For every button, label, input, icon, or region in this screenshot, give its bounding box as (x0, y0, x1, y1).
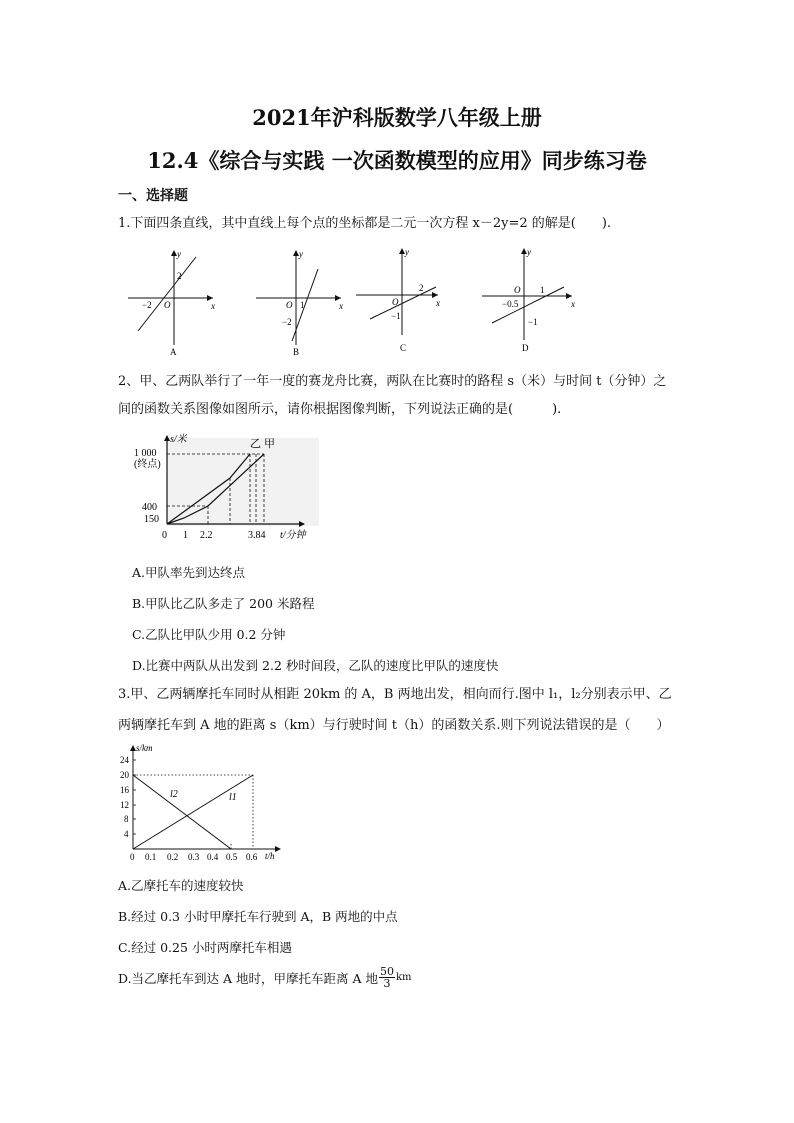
fraction-denominator: 3 (383, 977, 391, 990)
q3-chart (118, 742, 286, 867)
y-tick: 12 (120, 800, 129, 810)
q3-line-l1 (133, 775, 253, 849)
y-axis-label: y (405, 247, 409, 257)
origin-label: O (164, 300, 171, 310)
mark-label: −0.5 (502, 299, 519, 309)
q1-graph-a (128, 249, 215, 357)
mark-label: −2 (282, 317, 292, 327)
y-tick: 8 (124, 814, 129, 824)
x-tick-2.2: 2.2 (200, 530, 213, 541)
q1-graphs (118, 245, 598, 360)
x-axis-label: t/分钟 (280, 530, 306, 541)
q1-graph-c (356, 247, 440, 353)
y-tick-400: 400 (142, 502, 157, 513)
x-tick-3.84: 3.84 (248, 530, 266, 541)
y-axis-label: y (177, 249, 181, 259)
q3-option-d[interactable] (118, 966, 412, 989)
q2-option-a[interactable]: A.甲队率先到达终点 (132, 565, 246, 580)
y-tick: 20 (120, 770, 129, 780)
x-tick-1: 1 (183, 530, 188, 541)
x-tick: 0.5 (226, 852, 238, 862)
origin-label: O (286, 300, 293, 310)
q3-line-l2 (133, 775, 231, 849)
q3-stem-line1: 3.甲、乙两辆摩托车同时从相距 20km 的 A，B 两地出发，相向而行.图中 l₁，l₂分别表示甲、乙 (118, 687, 672, 702)
fraction-numerator: 50 (380, 965, 394, 978)
x-axis-label: x (211, 301, 215, 311)
q1-c-line (370, 287, 436, 319)
mark-label: 2 (177, 271, 182, 281)
line-label-l2: l2 (170, 789, 178, 800)
y-tick: 4 (124, 829, 129, 839)
graph-letter: A (170, 347, 177, 357)
series-label-jia: 甲 (264, 438, 275, 450)
y-tick-1000: 1 000 (134, 448, 157, 459)
y-tick-150: 150 (144, 514, 159, 525)
q3-option-c[interactable]: C.经过 0.25 小时两摩托车相遇 (118, 940, 292, 955)
x-tick: 0.2 (167, 852, 179, 862)
x-tick: 0.4 (207, 852, 219, 862)
x-tick: 0.1 (145, 852, 157, 862)
y-axis-label: s/米 (170, 434, 187, 445)
line-label-l1: l1 (229, 792, 237, 803)
end-label: (终点) (134, 459, 161, 470)
origin-label: O (514, 285, 521, 295)
q2-chart (132, 432, 322, 544)
x-tick-0: 0 (162, 530, 167, 541)
y-axis-label: y (527, 247, 531, 257)
q3-stem-line2: 两辆摩托车到 A 地的距离 s（km）与行驶时间 t（h）的函数关系.则下列说法错误的是（ ） (118, 718, 670, 733)
q3-option-b[interactable]: B.经过 0.3 小时甲摩托车行驶到 A，B 两地的中点 (118, 909, 398, 924)
unit-label: km (396, 972, 412, 983)
fraction (379, 966, 395, 989)
q2-option-d[interactable]: D.比赛中两队从出发到 2.2 秒时间段，乙队的速度比甲队的速度快 (132, 658, 499, 673)
x-axis-label: x (339, 301, 343, 311)
y-axis-label: s/km (136, 743, 153, 753)
graph-letter: B (293, 347, 300, 357)
q1-graph-b (256, 249, 343, 357)
q1-a-line (138, 257, 196, 331)
q2-option-c[interactable]: C.乙队比甲队少用 0.2 分钟 (132, 627, 286, 642)
q2-stem-line2: 间的函数关系图像如图所示，请你根据图像判断，下列说法正确的是( ). (118, 402, 562, 417)
q2-stem-line1: 2、甲、乙两队举行了一年一度的赛龙舟比赛，两队在比赛时的路程 s（米）与时间 t（分钟）之 (118, 374, 667, 389)
mark-label: 2 (419, 283, 424, 293)
mark-label: 1 (300, 300, 305, 310)
x-tick: 0.6 (246, 852, 258, 862)
mark-label: −1 (391, 311, 401, 321)
mark-label: 1 (540, 285, 545, 295)
q2-option-b[interactable]: B.甲队比乙队多走了 200 米路程 (132, 596, 315, 611)
y-tick: 24 (120, 755, 129, 765)
section-heading: 一、选择题 (118, 188, 188, 204)
x-tick: 0.3 (188, 852, 200, 862)
x-axis-label: x (571, 299, 575, 309)
q1-stem: 1.下面四条直线，其中直线上每个点的坐标都是二元一次方程 x－2y=2 的解是( ). (118, 216, 612, 231)
page-title: 2021年沪科版数学八年级上册 (252, 105, 542, 130)
mark-label: −2 (142, 300, 152, 310)
page-subtitle: 12.4《综合与实践 一次函数模型的应用》同步练习卷 (147, 148, 647, 173)
y-tick: 16 (120, 785, 129, 795)
q3-option-d-text: D.当乙摩托车到达 A 地时，甲摩托车距离 A 地 (118, 970, 378, 986)
graph-letter: D (522, 343, 529, 353)
origin-label: O (392, 297, 399, 307)
y-axis-label: y (299, 249, 303, 259)
q3-option-a[interactable]: A.乙摩托车的速度较快 (118, 878, 244, 893)
y-tick: 0 (130, 852, 135, 862)
x-axis-label: t/h (265, 851, 275, 861)
x-axis-label: x (436, 298, 440, 308)
series-label-yi: 乙 (250, 438, 261, 450)
graph-letter: C (400, 343, 407, 353)
q1-graph-d (482, 247, 575, 353)
mark-label: −1 (528, 317, 538, 327)
